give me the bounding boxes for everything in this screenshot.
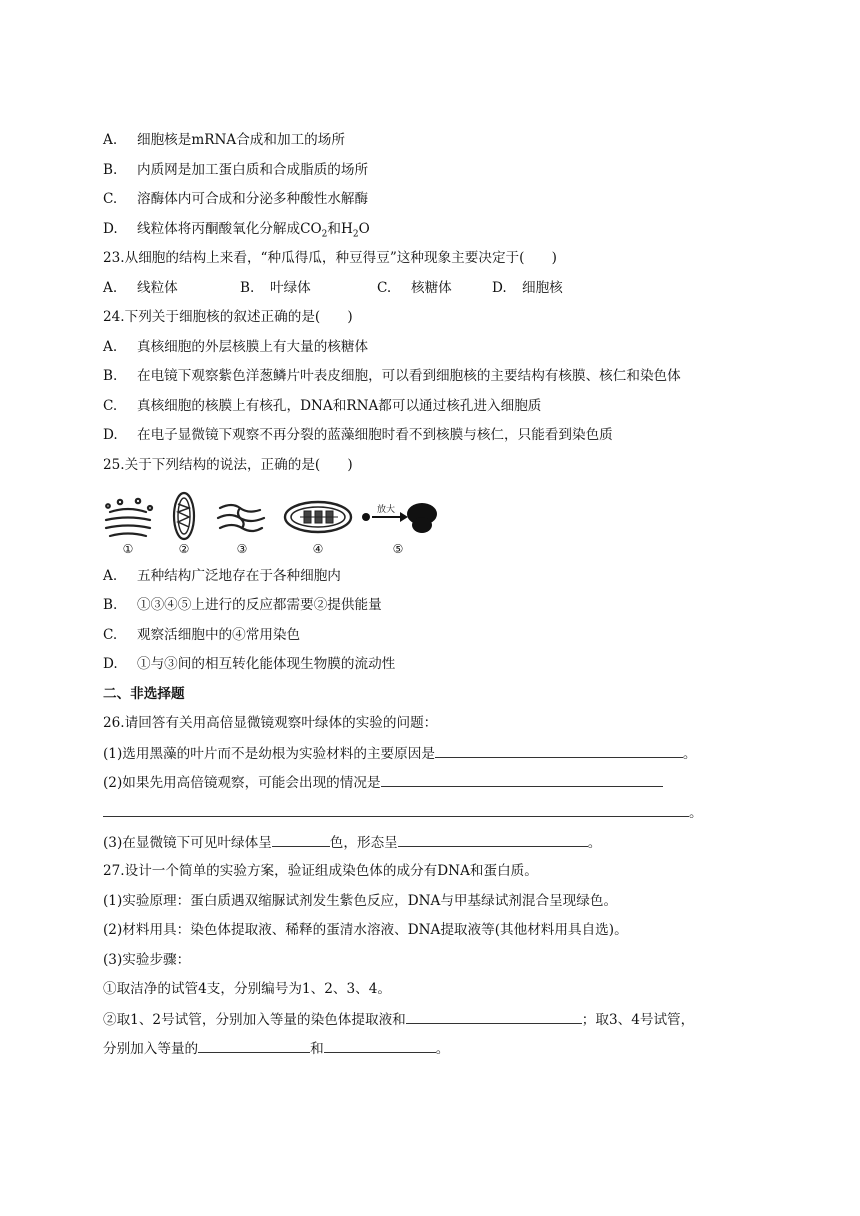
part-text: (3)在显微镜下可见叶绿体呈 — [103, 835, 272, 851]
q27-part2: (2)材料用具：染色体提取液、稀释的蛋清水溶液、DNA提取液等(其他材料用具自选)。 — [103, 922, 628, 938]
answer-blank[interactable] — [272, 832, 330, 847]
q27-stem: 27.设计一个简单的实验方案，验证组成染色体的成分有DNA和蛋白质。 — [103, 863, 538, 879]
option-text-pre: 线粒体将丙酮酸氧化分解成CO — [137, 221, 322, 237]
subscript: 2 — [321, 229, 328, 240]
option-text: 五种结构广泛地存在于各种细胞内 — [137, 568, 341, 584]
q24-option-c — [103, 396, 541, 416]
option-letter: A. — [103, 132, 118, 148]
q26-part3 — [103, 832, 601, 853]
option-letter: A. — [103, 568, 118, 584]
option-text: 真核细胞的核膜上有核孔，DNA和RNA都可以通过核孔进入细胞质 — [137, 398, 542, 414]
q22-option-d — [103, 219, 370, 245]
option-letter: D. — [103, 656, 118, 672]
step-text: 分别加入等量的 — [103, 1041, 199, 1057]
q27-step2-cont — [103, 1038, 449, 1059]
answer-blank[interactable] — [198, 1038, 310, 1053]
q27-step2 — [103, 1009, 694, 1030]
part-end: 。 — [682, 746, 697, 762]
answer-blank[interactable] — [435, 743, 683, 758]
option-letter: B. — [103, 368, 118, 384]
q23-choices — [103, 278, 563, 298]
enlarge-label: 放大 — [377, 505, 396, 515]
option-letter: C. — [103, 627, 118, 643]
answer-blank[interactable] — [398, 832, 588, 847]
q26-part2-cont — [103, 802, 703, 823]
q27-step1: ①取洁净的试管4支，分别编号为1、2、3、4。 — [103, 981, 391, 997]
q23-stem: 23.从细胞的结构上来看，“种瓜得瓜，种豆得豆”这种现象主要决定于( ) — [103, 250, 557, 266]
figure-label-5: ⑤ — [392, 542, 404, 556]
option-letter: D. — [492, 280, 507, 296]
golgi-apparatus-drawing — [106, 499, 152, 536]
chloroplast-drawing — [285, 502, 351, 532]
answer-blank[interactable] — [406, 1009, 582, 1024]
figure-label-2: ② — [178, 542, 190, 556]
option-letter: B. — [103, 597, 118, 613]
section-title: 二、非选择题 — [103, 686, 185, 702]
part-text: (1)选用黑藻的叶片而不是幼根为实验材料的主要原因是 — [103, 746, 435, 762]
option-letter: A. — [103, 339, 118, 355]
option-letter: B. — [103, 162, 118, 178]
answer-blank[interactable] — [103, 802, 689, 817]
option-letter: C. — [103, 191, 118, 207]
part-end: 。 — [587, 835, 602, 851]
option-letter: C. — [377, 280, 392, 296]
q24-stem: 24.下列关于细胞核的叙述正确的是( ) — [103, 309, 353, 325]
option-text-post: O — [358, 221, 370, 237]
mitochondrion-drawing — [174, 493, 194, 539]
answer-blank[interactable] — [324, 1038, 436, 1053]
q25-stem: 25.关于下列结构的说法，正确的是( ) — [103, 457, 353, 473]
step-end: 。 — [435, 1041, 450, 1057]
part-end: 。 — [689, 805, 703, 821]
q25-option-c — [103, 625, 300, 645]
q25-option-a — [103, 566, 341, 586]
q24-option-a — [103, 337, 368, 357]
option-text: 内质网是加工蛋白质和合成脂质的场所 — [137, 162, 369, 178]
option-text: 叶绿体 — [270, 280, 311, 296]
q24-option-b — [103, 366, 681, 386]
option-text: 观察活细胞中的④常用染色 — [137, 627, 301, 643]
q24-option-d — [103, 425, 613, 445]
option-text: 在电镜下观察紫色洋葱鳞片叶表皮细胞，可以看到细胞核的主要结构有核膜、核仁和染色体 — [137, 368, 681, 384]
figure-label-3: ③ — [236, 542, 248, 556]
part-text: 色，形态呈 — [329, 835, 398, 851]
q27-part1: (1)实验原理：蛋白质遇双缩脲试剂发生紫色反应，DNA与甲基绿试剂混合呈现绿色。 — [103, 893, 618, 909]
option-letter: B. — [240, 280, 255, 296]
q22-option-c — [103, 189, 368, 209]
q25-option-d — [103, 654, 395, 674]
q22-option-a — [103, 130, 345, 150]
organelle-figure — [100, 490, 445, 558]
option-letter: D. — [103, 221, 118, 237]
step-text: ②取1、2号试管，分别加入等量的染色体提取液和 — [103, 1012, 406, 1028]
option-text: 细胞核 — [522, 280, 563, 296]
figure-label-4: ④ — [312, 542, 324, 556]
option-text: 线粒体 — [137, 280, 178, 296]
option-text-mid: 和H — [327, 221, 353, 237]
part-text: (2)如果先用高倍镜观察，可能会出现的情况是 — [103, 775, 381, 791]
q26-part1 — [103, 743, 697, 764]
step-text: ；取3、4号试管， — [581, 1012, 695, 1028]
option-letter: D. — [103, 427, 118, 443]
option-text: 溶酶体内可合成和分泌多种酸性水解酶 — [137, 191, 369, 207]
option-letter: C. — [103, 398, 118, 414]
answer-blank[interactable] — [381, 772, 663, 787]
q22-option-b — [103, 160, 368, 180]
option-text: ①与③间的相互转化能体现生物膜的流动性 — [137, 656, 396, 672]
step-text: 和 — [310, 1041, 324, 1057]
endoplasmic-reticulum-drawing — [218, 505, 264, 531]
q26-stem: 26.请回答有关用高倍显微镜观察叶绿体的实验的问题： — [103, 715, 438, 731]
ribosome-drawing — [362, 503, 437, 533]
option-text: 在电子显微镜下观察不再分裂的蓝藻细胞时看不到核膜与核仁，只能看到染色质 — [137, 427, 613, 443]
subscript: 2 — [352, 229, 359, 240]
option-text: 真核细胞的外层核膜上有大量的核糖体 — [137, 339, 369, 355]
option-text: 核糖体 — [411, 280, 452, 296]
q26-part2 — [103, 772, 663, 793]
figure-label-1: ① — [122, 542, 134, 556]
q27-part3: (3)实验步骤： — [103, 952, 191, 968]
option-letter: A. — [103, 280, 118, 296]
option-text: 细胞核是mRNA合成和加工的场所 — [137, 132, 345, 148]
option-text: ①③④⑤上进行的反应都需要②提供能量 — [137, 597, 382, 613]
q25-option-b — [103, 595, 382, 615]
